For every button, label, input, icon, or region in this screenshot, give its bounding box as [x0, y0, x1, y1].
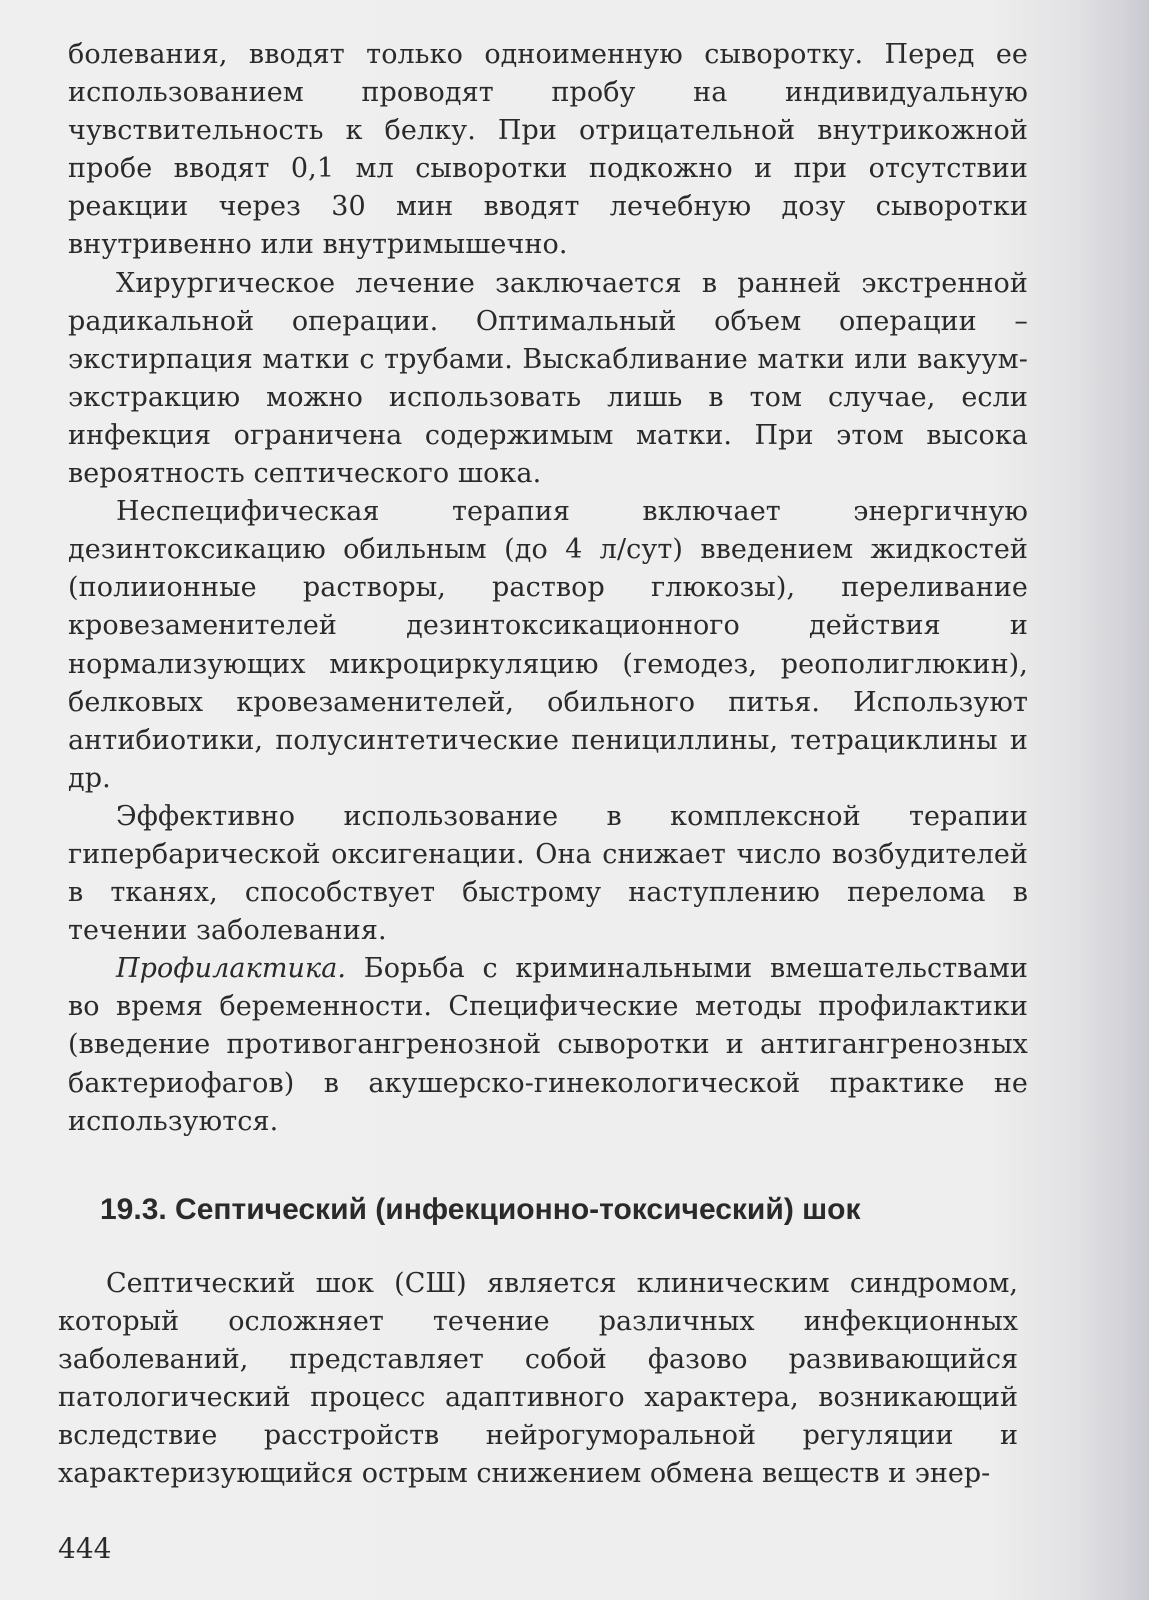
paragraph-text: Хирургическое лечение заключается в ранней экстренной радикальной операции. Оптимальный объем операции – экстирпация матки с трубами. Выскабливание матки или вакуум-экстракцию можно использовать лишь в том случае, если инфекция ограничена содержимым матки. При этом высока вероятность септического шока.	[68, 267, 1028, 490]
body-text-top	[68, 36, 1028, 1141]
paragraph-nonspecific-therapy	[68, 493, 1028, 798]
page-number: 444	[58, 1532, 112, 1565]
paragraph-text: Неспецифическая терапия включает энергичную дезинтоксикацию обильным (до 4 л/сут) введением жидкостей (полиионные растворы, раствор глюкозы), переливание кровезаменителей дезинтоксикационного действия и нормализующих микроциркуляцию (гемодез, реополиглюкин), белковых кровезаменителей, обильного питья. Используют антибиотики, полусинтетические пенициллины, тетрациклины и др.	[68, 496, 1028, 794]
paragraph-text: Септический шок (СШ) является клиническим синдромом, который осложняет течение различных инфекционных заболеваний, представляет собой фазово развивающийся патологический процесс адаптивного характера, возникающий вследствие расстройств нейрогуморальной регуляции и характеризующийся острым снижением обмена веществ и энер-	[58, 1268, 1018, 1490]
paragraph-text: болевания, вводят только одноименную сыворотку. Перед ее использованием проводят пробу на индивидуальную чувствительность к белку. При отрицательной внутрикожной пробе вводят 0,1 мл сыворотки подкожно и при отсутствии реакции через 30 мин вводят лечебную дозу сыворотки внутривенно или внутримышечно.	[68, 39, 1028, 261]
paragraph-lead-italic: Профилактика.	[116, 953, 347, 985]
paragraph-text: Эффективно использование в комплексной терапии гипербарической оксигенации. Она снижает число возбудителей в тканях, способствует быстрому наступлению перелома в течении заболевания.	[68, 800, 1028, 947]
paragraph-prophylaxis	[68, 950, 1028, 1140]
paragraph-serum-intro	[68, 36, 1028, 265]
paragraph-septic-shock-definition	[58, 1265, 1018, 1494]
paragraph-hyperbaric-oxygenation	[68, 798, 1028, 950]
section-heading: 19.3. Септический (инфекционно-токсический) шок	[100, 1193, 861, 1226]
body-text-bottom	[58, 1265, 1018, 1494]
spine-shadow	[1079, 0, 1149, 1600]
paragraph-text: Борьба с криминальными вмешательствами во время беременности. Специфические методы профилактики (введение противогангренозной сыворотки и антигангренозных бактериофагов) в акушерско-гинекологической практике не используются.	[68, 953, 1028, 1137]
paragraph-surgical-treatment	[68, 265, 1028, 494]
